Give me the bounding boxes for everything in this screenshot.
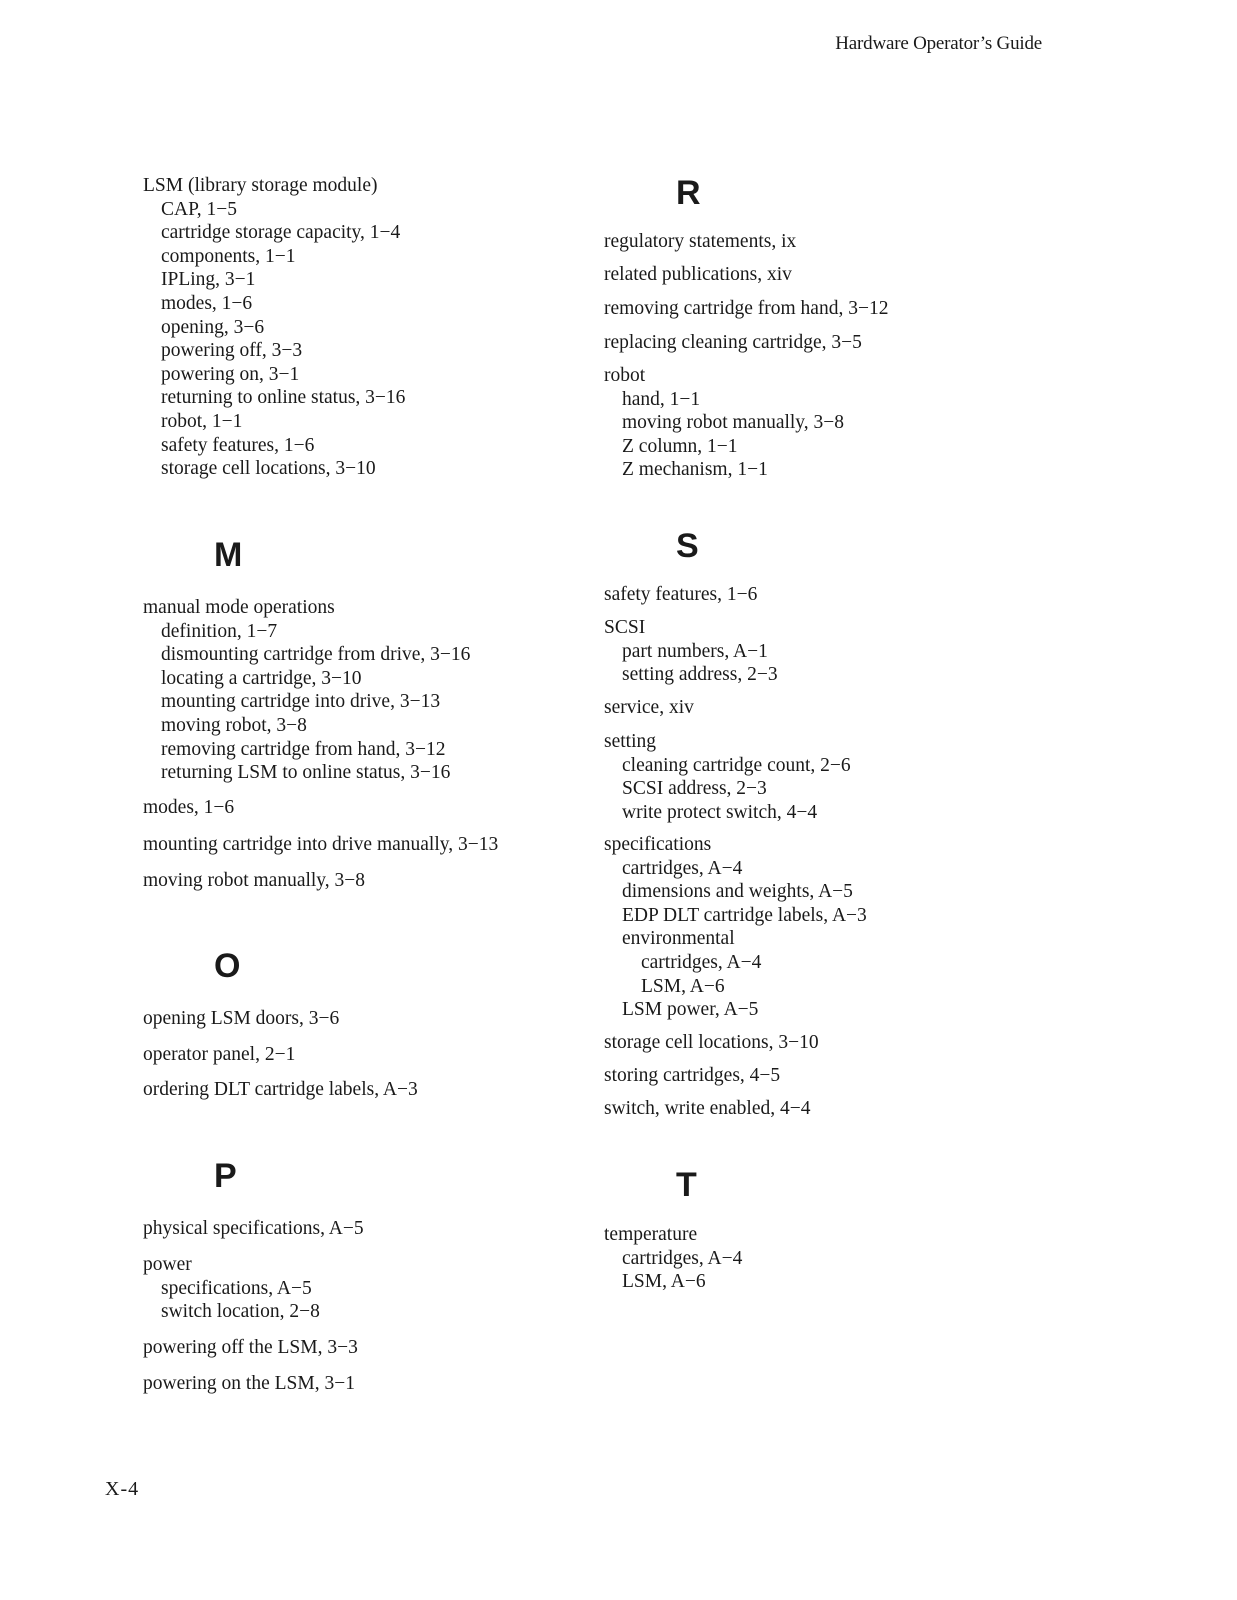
index-subentry: SCSI address, 2−3: [622, 778, 767, 800]
index-subentry: storage cell locations, 3−10: [161, 458, 376, 480]
index-entry-regulatory: regulatory statements, ix: [604, 231, 797, 252]
index-main-entry: SCSI: [604, 617, 646, 638]
index-entry-storage-cell: storage cell locations, 3−10: [604, 1032, 819, 1053]
index-subentry: mounting cartridge into drive, 3−13: [161, 691, 441, 713]
page-number: X-4: [105, 1478, 140, 1500]
index-subentry: cartridge storage capacity, 1−4: [161, 222, 401, 244]
index-subentry: cartridges, A−4: [622, 857, 743, 879]
index-subentry: specifications, A−5: [161, 1277, 312, 1299]
index-entry-storing: storing cartridges, 4−5: [604, 1065, 781, 1086]
index-subentry: part numbers, A−1: [622, 640, 768, 662]
section-letter-o: O: [214, 947, 241, 985]
index-entry-manual-mode: [143, 596, 583, 785]
index-entry-removing: removing cartridge from hand, 3−12: [604, 298, 889, 319]
index-subsubentry: LSM, A−6: [641, 975, 725, 997]
index-entry-physical: physical specifications, A−5: [143, 1218, 364, 1239]
index-main-entry: LSM (library storage module): [143, 175, 378, 196]
section-letter-r: R: [676, 174, 701, 212]
index-entry-powering-on: powering on the LSM, 3−1: [143, 1373, 355, 1394]
index-subentry: switch location, 2−8: [161, 1301, 320, 1323]
index-subentry: cartridges, A−4: [622, 1247, 743, 1269]
index-subentry: EDP DLT cartridge labels, A−3: [622, 904, 867, 926]
index-subentry: returning LSM to online status, 3−16: [161, 762, 451, 784]
index-entry-operator-panel: operator panel, 2−1: [143, 1044, 296, 1065]
index-entry-moving-robot: moving robot manually, 3−8: [143, 870, 366, 891]
index-entry-mounting: mounting cartridge into drive manually, 3−13: [143, 834, 499, 855]
index-subentry: IPLing, 3−1: [161, 269, 256, 291]
index-subentry: dimensions and weights, A−5: [622, 881, 853, 903]
index-subentry: powering off, 3−3: [161, 340, 303, 362]
index-subentry: returning to online status, 3−16: [161, 387, 406, 409]
index-main-entry: setting: [604, 731, 656, 752]
index-subentry: setting address, 2−3: [622, 664, 778, 686]
section-letter-m: M: [214, 536, 243, 574]
index-subentry: Z column, 1−1: [622, 435, 738, 457]
index-subsubentry: cartridges, A−4: [641, 951, 762, 973]
index-subentry: hand, 1−1: [622, 388, 701, 410]
index-subentry: LSM power, A−5: [622, 999, 759, 1021]
index-subentry: powering on, 3−1: [161, 363, 300, 385]
index-subentry: safety features, 1−6: [161, 434, 315, 456]
index-entry-robot: [604, 364, 1044, 482]
index-main-entry: temperature: [604, 1224, 698, 1245]
index-entry-service: service, xiv: [604, 697, 694, 718]
index-entry-lsm: [143, 174, 583, 481]
index-subentry: Z mechanism, 1−1: [622, 459, 768, 481]
index-subentry: removing cartridge from hand, 3−12: [161, 738, 446, 760]
index-entry-setting: [604, 730, 1044, 824]
index-entry-replacing: replacing cleaning cartridge, 3−5: [604, 332, 862, 353]
index-entry-modes: modes, 1−6: [143, 797, 235, 818]
index-entry-scsi: [604, 616, 1044, 687]
index-subentry: moving robot, 3−8: [161, 714, 307, 736]
index-entry-related: related publications, xiv: [604, 264, 792, 285]
index-subentry: locating a cartridge, 3−10: [161, 667, 362, 689]
section-letter-s: S: [676, 527, 699, 565]
index-main-entry: robot: [604, 365, 646, 386]
index-subentry: environmental: [622, 928, 735, 950]
index-main-entry: manual mode operations: [143, 597, 335, 618]
index-subentry: LSM, A−6: [622, 1271, 706, 1293]
index-subentry: modes, 1−6: [161, 292, 253, 314]
index-subentry: opening, 3−6: [161, 316, 265, 338]
index-subentry: components, 1−1: [161, 245, 296, 267]
index-main-entry: power: [143, 1254, 192, 1275]
section-letter-t: T: [676, 1166, 697, 1204]
index-main-entry: specifications: [604, 834, 712, 855]
index-subentry: CAP, 1−5: [161, 198, 238, 220]
index-entry-safety: safety features, 1−6: [604, 584, 758, 605]
index-subentry: definition, 1−7: [161, 620, 278, 642]
index-entry-specifications: [604, 833, 1044, 1022]
running-head: Hardware Operator’s Guide: [835, 33, 1042, 54]
index-entry-temperature: [604, 1223, 1044, 1294]
index-subentry: robot, 1−1: [161, 410, 243, 432]
index-entry-opening: opening LSM doors, 3−6: [143, 1008, 340, 1029]
index-entry-switch: switch, write enabled, 4−4: [604, 1098, 811, 1119]
section-letter-p: P: [214, 1157, 237, 1195]
index-subentry: write protect switch, 4−4: [622, 801, 818, 823]
index-entry-ordering: ordering DLT cartridge labels, A−3: [143, 1079, 418, 1100]
index-subentry: moving robot manually, 3−8: [622, 412, 845, 434]
index-subentry: cleaning cartridge count, 2−6: [622, 754, 851, 776]
index-subentry: dismounting cartridge from drive, 3−16: [161, 644, 471, 666]
index-entry-power: [143, 1253, 583, 1324]
index-entry-powering-off: powering off the LSM, 3−3: [143, 1337, 358, 1358]
